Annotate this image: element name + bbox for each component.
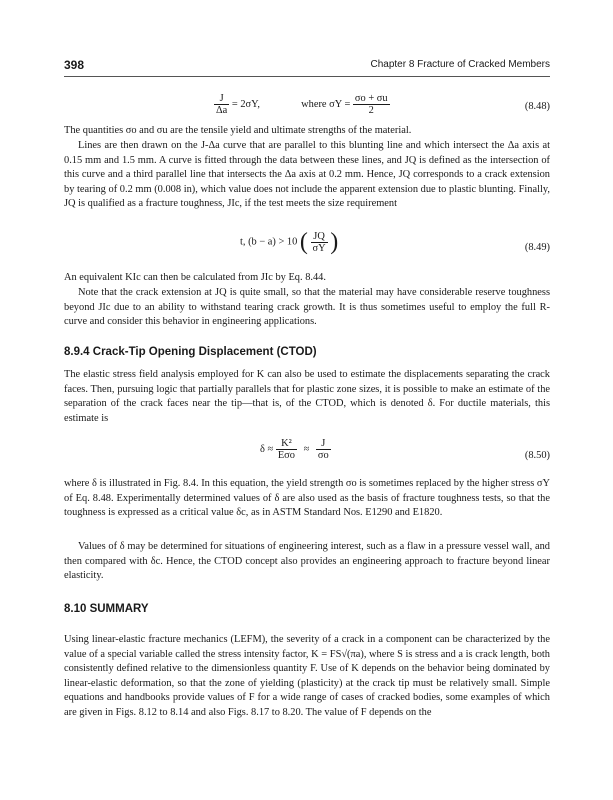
eq849-open-paren: ( <box>299 229 308 255</box>
equation-8-49 <box>64 230 550 266</box>
eq848-lhs-den: Δa <box>216 105 228 116</box>
page-header <box>64 58 550 77</box>
eq848-lhs-fraction <box>214 93 229 116</box>
eq848-rhs-fraction <box>353 93 390 116</box>
eq850-lhs: δ ≈ <box>260 444 274 455</box>
paragraph-1 <box>64 124 550 139</box>
paragraph-5 <box>64 368 550 426</box>
paragraph-5-text: The elastic stress field analysis employed for K can also be used to estimate the displacements separating the crack faces. Then, pursuing logic that partially parallels that for plastic zone sizes, it is possible to make an estimate of the separation of the crack faces near the tip—that is, of the CTOD, which is denoted δ. For ductile materials, this estimate is <box>64 369 550 424</box>
running-head: Chapter 8 Fracture of Cracked Members <box>370 59 550 70</box>
eq850-fraction-2 <box>316 438 331 461</box>
eq848-mid: = 2σY, <box>231 99 260 110</box>
eq850-num2: J <box>321 438 326 449</box>
eq849-number: (8.49) <box>524 242 550 253</box>
eq848-where: where σY = <box>301 99 351 110</box>
paragraph-6 <box>64 477 550 521</box>
equation-8-50 <box>64 438 550 474</box>
paragraph-6-text: where δ is illustrated in Fig. 8.4. In this equation, the yield strength σo is sometimes replaced by the higher stress σY of Eq. 8.48. Experimentally determined values of δ are also used as the basis of fracture toughness tests, so that the toughness is expressed as a critical value δc, as in ASTM Standard Nos. E1290 and E1820. <box>64 478 550 519</box>
paragraph-7-text: Values of δ may be determined for situations of engineering interest, such as a flaw in a pressure vessel wall, and then compared with δc. Hence, the CTOD concept also provides an engineering approach to fracture beyond linear elasticity. <box>64 541 550 582</box>
eq848-rhs-den: 2 <box>353 104 390 116</box>
eq849-num: JQ <box>313 230 325 242</box>
eq850-approx: ≈ <box>303 444 310 455</box>
paragraph-3-text: An equivalent KIc can then be calculated from JIc by Eq. 8.44. <box>64 272 326 283</box>
eq850-den2: σo <box>317 450 329 461</box>
eq850-num1: K² <box>281 438 292 449</box>
eq850-fraction-1 <box>276 438 297 461</box>
section-heading-8-9-4: 8.9.4 Crack-Tip Opening Displacement (CTOD) <box>64 346 317 358</box>
eq850-number: (8.50) <box>524 450 550 461</box>
eq849-den: σY <box>312 242 326 254</box>
eq849-lhs: t, (b − a) > 10 <box>240 236 298 248</box>
eq848-rhs-num: σo + σu <box>354 93 388 104</box>
paragraph-7 <box>64 540 550 584</box>
paragraph-3 <box>64 271 550 286</box>
paragraph-1-text: The quantities σo and σu are the tensile yield and ultimate strengths of the material. <box>64 125 412 136</box>
paragraph-4-text: Note that the crack extension at JQ is quite small, so that the material may have considerable reserve toughness beyond JIc due to an ability to withstand tearing crack growth. It is thus sometimes useful to employ the full R-curve and consider this behavior in engineering applications. <box>64 287 550 328</box>
paragraph-2 <box>64 139 550 212</box>
paragraph-2-text: Lines are then drawn on the J-Δa curve that are parallel to this blunting line and which intersect the Δa axis at 0.15 mm and 1.5 mm. A curve is fitted through the data between these lines, and JQ is defined as the intersection of this curve and a third parallel line that intersects the Δa axis at 0.2 mm. Hence, JQ corresponds to a crack extension by tearing of 0.2 mm (0.008 in), which value does not include the apparent extension due to plastic blunting. Finally, JQ is qualified as a fracture toughness, JIc, if the test meets the size requirement <box>64 140 550 210</box>
eq849-fraction <box>311 231 328 254</box>
page-number: 398 <box>64 58 85 72</box>
paragraph-4 <box>64 286 550 330</box>
eq850-den1: Eσo <box>277 450 295 461</box>
eq848-lhs-num: J <box>219 93 224 104</box>
eq848-number: (8.48) <box>524 101 550 112</box>
eq849-close-paren: ) <box>330 229 339 255</box>
equation-8-48 <box>64 93 550 125</box>
paragraph-8-text: Using linear-elastic fracture mechanics (LEFM), the severity of a crack in a component can be characterized by the value of a special variable called the stress intensity factor, K = FS√(πa), where S is stress and a is crack length, both consistently defined relative to the dimensionless quantity F. Use of K depends on the behavior being dominated by linear-elastic deformation, so that the zone of yielding (plasticity) at the crack tip must be relatively small. Simple equations and handbooks provide values of F for a wide range of cases of cracked bodies, some examples of which are given in Figs. 8.12 to 8.14 and also Figs. 8.17 to 8.20. The value of F depends on the <box>64 634 550 718</box>
section-heading-8-10: 8.10 SUMMARY <box>64 603 149 615</box>
paragraph-8 <box>64 633 550 721</box>
